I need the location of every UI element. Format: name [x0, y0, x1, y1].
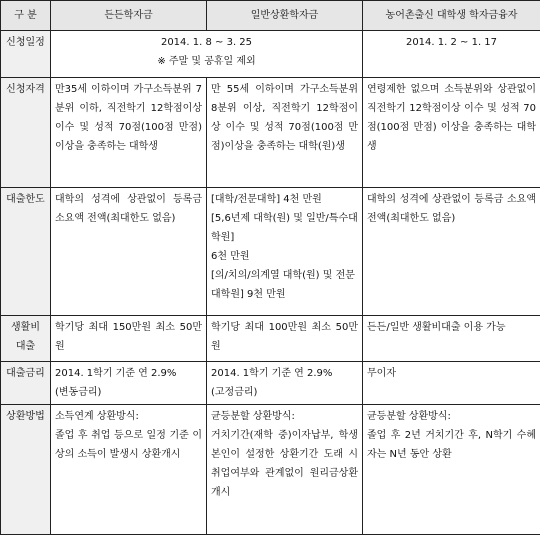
repayment-dundeun-title: 소득연계 상환방식:: [55, 411, 139, 422]
label-living-expense: [1, 316, 51, 362]
cell-eligibility-rural: 연령제한 없으며 소득분위와 상관없이 직전학기 12학점이상 이수 및 성적 70점(100점 만점) 이상을 충족하는 대학생: [363, 78, 540, 188]
header-dundeun-loan: 든든학자금: [51, 1, 207, 31]
repayment-general-body: 거치기간(재학 중)이자납부, 학생본인이 설정한 상환기간 도래 시 취업여부와 관계없이 원리금상환개시: [211, 430, 358, 498]
period-note: ※ 주말 및 공휴일 제외: [157, 56, 256, 67]
label-living-line-1: 생활비: [11, 322, 40, 333]
limit-general-line-3: 6천 만원: [211, 251, 250, 262]
cell-period-rural: 2014. 1. 2 ~ 1. 17: [363, 31, 540, 78]
cell-living-general: 학기당 최대 100만원 최소 50만원: [207, 316, 363, 362]
interest-general-rate: 2014. 1학기 기준 연 2.9%: [211, 368, 333, 379]
repayment-dundeun-body: 졸업 후 취업 등으로 일정 기준 이상의 소득이 발생시 상환개시: [55, 430, 202, 460]
row-application-period: [1, 31, 540, 78]
interest-dundeun-type: (변동금리): [55, 387, 102, 398]
table-header-row: [1, 1, 540, 31]
label-interest-rate: 대출금리: [1, 362, 51, 405]
cell-eligibility-general: 만 55세 이하이며 가구소득분위 8분위 이상, 직전학기 12학점이상 이수 및 성적 70점(100점 만점)이상을 충족하는 대학(원)생: [207, 78, 363, 188]
label-loan-limit: 대출한도: [1, 188, 51, 316]
cell-living-rural: 든든/일반 생활비대출 이용 가능: [363, 316, 540, 362]
cell-repayment-rural: [363, 405, 540, 535]
cell-interest-rural: 무이자: [363, 362, 540, 405]
cell-living-dundeun: 학기당 최대 150만원 최소 50만원: [51, 316, 207, 362]
label-repayment: 상환방법: [1, 405, 51, 535]
label-application-period: 신청일정: [1, 31, 51, 78]
limit-general-line-4: [의/치의/의계열 대학(원) 및 전문대학원] 9천 만원: [211, 270, 355, 300]
cell-period-merged: [51, 31, 363, 78]
row-loan-limit: [1, 188, 540, 316]
limit-general-line-2: [5,6년제 대학(원) 및 일반/특수대학원]: [211, 213, 358, 243]
label-living-line-2: 대출: [15, 341, 36, 352]
row-interest-rate: [1, 362, 540, 405]
cell-repayment-dundeun: [51, 405, 207, 535]
interest-dundeun-rate: 2014. 1학기 기준 연 2.9%: [55, 368, 177, 379]
interest-general-type: (고정금리): [211, 387, 258, 398]
period-dates: 2014. 1. 8 ~ 3. 25: [160, 37, 253, 48]
cell-repayment-general: [207, 405, 363, 535]
header-general-loan: 일반상환학자금: [207, 1, 363, 31]
header-rural-loan: 농어촌출신 대학생 학자금융자: [363, 1, 540, 31]
cell-eligibility-dundeun: 만35세 이하이며 가구소득분위 7분위 이하, 직전학기 12학점이상 이수 및 성적 70점(100점 만점)이상을 충족하는 대학생: [51, 78, 207, 188]
row-repayment: [1, 405, 540, 535]
label-eligibility: 신청자격: [1, 78, 51, 188]
limit-general-line-1: [대학/전문대학] 4천 만원: [211, 194, 322, 205]
repayment-rural-title: 균등분할 상환방식:: [367, 411, 451, 422]
repayment-rural-body: 졸업 후 2년 거치기간 후, N학기 수혜자는 N년 동안 상환: [367, 430, 536, 460]
cell-limit-dundeun: 대학의 성격에 상관없이 등록금 소요액 전액(최대한도 없음): [51, 188, 207, 316]
repayment-general-title: 균등분할 상환방식:: [211, 411, 295, 422]
row-living-expense: [1, 316, 540, 362]
header-category: 구 분: [1, 1, 51, 31]
cell-interest-general: [207, 362, 363, 405]
cell-interest-dundeun: [51, 362, 207, 405]
row-eligibility: [1, 78, 540, 188]
cell-limit-rural: 대학의 성격에 상관없이 등록금 소요액 전액(최대한도 없음): [363, 188, 540, 316]
cell-limit-general: [207, 188, 363, 316]
